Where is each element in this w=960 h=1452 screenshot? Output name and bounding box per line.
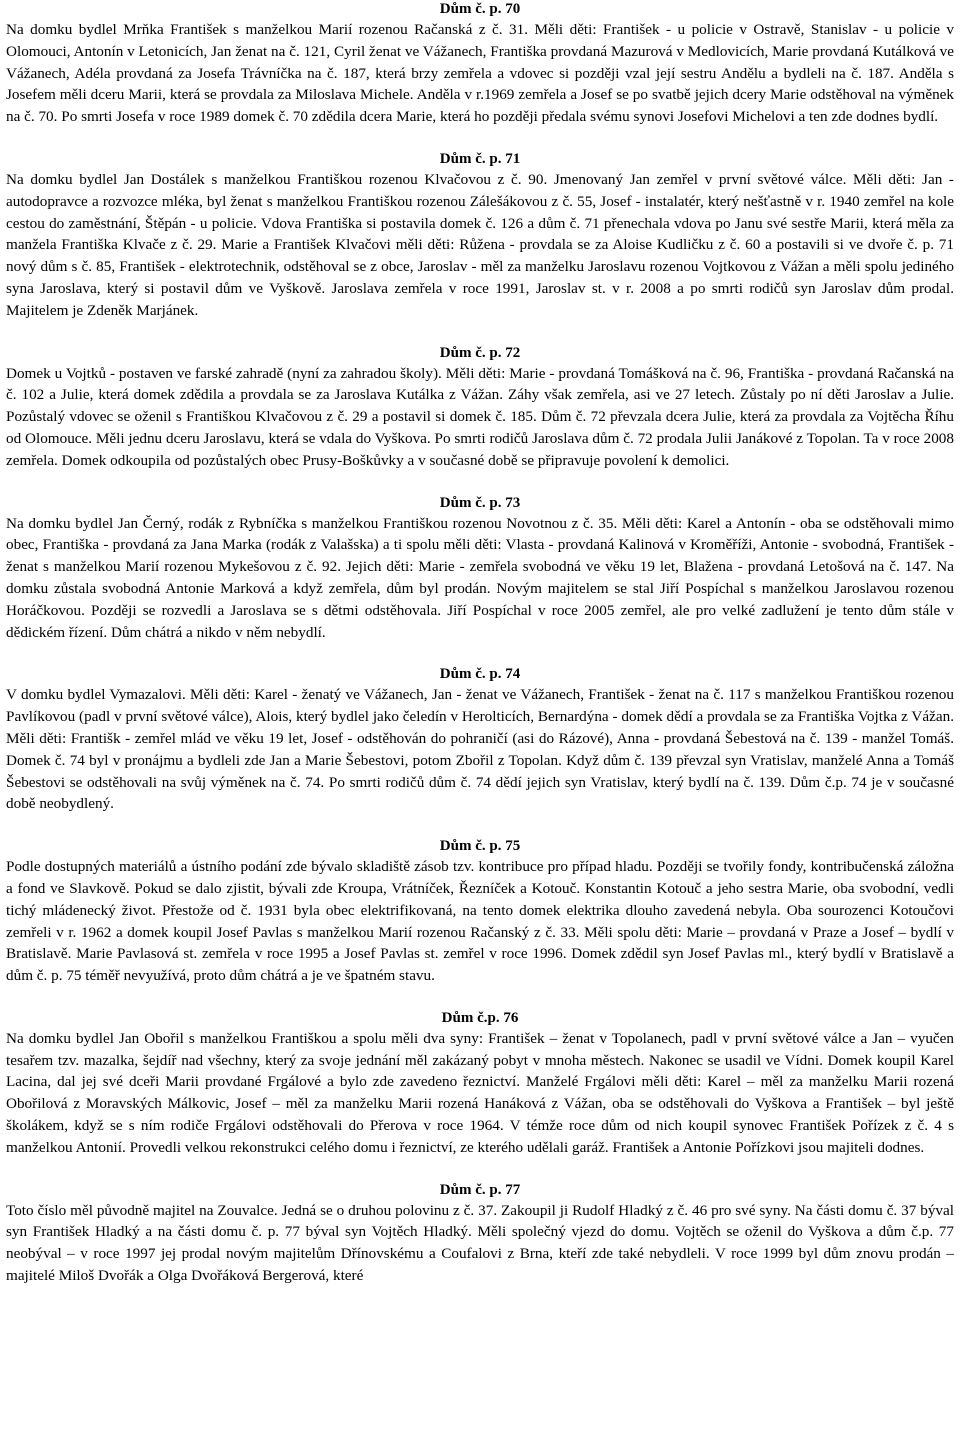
section-heading: Dům č. p. 71 (439, 150, 521, 167)
section-house-72 (6, 344, 954, 472)
section-text: Na domku bydlel Mrňka František s manželkou Marií rozenou Račanská z č. 31. Měli děti: František - u policie v Ostravě, Stanislav - u policie v Olomouci, Antonín v Letonicích, Jan ženat na č. 121, Cyril ženat ve Vážanech, Františka provdaná Mazurová v Medlovicích, Marie provdaná Kutálková ve Vážanech, Adéla provdaná za Josefa Trávníčka na č. 187, která brzy zemřela a vdovec si později vzal její sestru Andělu a bydleli na č. 187. Anděla s Josefem měli dceru Marii, která se provdala za Miloslava Michele. Anděla v r.1969 zemřela a Josef se po svatbě jejich dcery Marie odstěhoval na výměnek na č. 70. Po smrti Josefa v roce 1989 domek č. 70 zdědila dcera Marie, která ho později předala svému synovi Josefovi Michelovi a ten zde dodnes bydlí. (6, 21, 954, 126)
section-house-71 (6, 150, 954, 322)
section-heading: Dům č. p. 70 (439, 1, 521, 17)
section-house-76 (6, 1009, 954, 1159)
section-house-70 (6, 0, 954, 128)
section-text: V domku bydlel Vymazalovi. Měli děti: Karel - ženatý ve Vážanech, Jan - ženat ve Vážanech, František - ženat na č. 117 s manželkou Františkou rozenou Pavlíkovou (padl v první světové válce), Alois, který bydlel jako čeledín v Herolticích, Bernardýna - domek dědí a provdala se za Františka Vojtka z Vážan. Měli děti: Františk - zemřel mlád ve věku 19 let, Josef - odstěhován do pohraničí (asi do Rázové), Anna - provdaná Šebestová na č. 139 - manžel Tomáš. Domek č. 74 byl v pronájmu a bydleli zde Jan a Marie Šebestovi, potom Zbořil z Topolan. Když dům č. 139 převzal syn Vratislav, manželé Anna a Tomáš Šebestovi se odstěhovali na svůj výměnek na č. 74. Po smrti rodičů dům č. 74 dědí jejich syn Vratislav, který bydlí na č. 139. Dům č.p. 74 je v současné době neobydlený. (6, 686, 954, 813)
section-text: Podle dostupných materiálů a ústního podání zde bývalo skladiště zásob tzv. kontribuce pro případ hladu. Později se tvořily fondy, kontribučenská záložna a fond ve Slavkově. Pokud se dalo zjistit, bývali zde Kroupa, Vrátníček, Řezníček a Kotouč. Konstantin Kotouč a jeho sestra Marie, oba svobodní, vedli tichý mládenecký život. Přestože od č. 1931 byla obec elektrifikovaná, na tento domek elektrika dlouho zavedená nebyla. Oba sourozenci Kotoučovi zemřeli v r. 1962 a domek koupil Josef Pavlas s manželkou Marií rozenou Račanský z č. 33. Měli spolu děti: Marie – provdaná v Praze a Josef – bydlí v Bratislavě. Marie Pavlasová st. zemřela v roce 1995 a Josef Pavlas st. zemřel v roce 1996. Domek zdědil syn Josef Pavlas ml., který bydlí v Bratislavě a dům č. p. 75 téměř nevyužívá, proto dům chátrá a je ve špatném stavu. (6, 858, 954, 985)
document-page (6, 0, 954, 1287)
section-house-74 (6, 665, 954, 815)
section-heading: Dům č. p. 75 (439, 838, 521, 855)
section-text: Na domku bydlel Jan Černý, rodák z Rybníčka s manželkou Františkou rozenou Novotnou z č. 35. Měli děti: Karel a Antonín - oba se odstěhovali mimo obec, Františka - provdaná za Jana Marka (rodák z Valašska) a ti spolu měli děti: Vlasta - provdaná Kalinová v Kroměříži, Antonie - svobodná, František - ženat s manželkou Marií rozenou Mykešovou z č. 92. Jejich děti: Marie - zemřela svobodná ve věku 19 let, Blažena - provdaná Letošová na č. 147. Na domku zůstala svobodná Antonie Marková a když zemřela, dům byl prodán. Novým majitelem se stal Jiří Pospíchal s manželkou Jaroslavou rozenou Horáčkovou. Později se rozvedli a Jaroslava se s dětmi odstěhovala. Jiří Pospíchal v roce 2005 zemřel, ale pro velké zadlužení je tento dům stále v dědickém řízení. Dům chátrá a nikdo v něm nebydlí. (6, 514, 954, 641)
section-heading: Dům č. p. 74 (439, 666, 521, 683)
section-heading: Dům č. p. 72 (439, 344, 521, 361)
section-text: Toto číslo měl původně majitel na Zouvalce. Jedná se o druhou polovinu z č. 37. Zakoupil ji Rudolf Hladký z č. 46 pro své syny. Na části domu č. 37 býval syn František Hladký a na části domu č. p. 77 býval syn Vojtěch Hladký. Měli společný vjezd do domu. Vojtěch se oženil do Vyškova a dům č.p. 77 neobýval – v roce 1997 jej prodal novým majitelům Dřínovskému a Coufalovi z Brna, kteří zde také nebydleli. V roce 1999 byl dům znovu prodán – majitelé Miloš Dvořák a Olga Dvořáková Bergerová, které (6, 1201, 954, 1285)
section-heading: Dům č. p. 77 (439, 1181, 521, 1198)
section-text: Na domku bydlel Jan Obořil s manželkou Františkou a spolu měli dva syny: František – ženat v Topolanech, padl v první světové válce a Jan – vyučen tesařem tzv. mazalka, šejdíř nad všechny, který za svoje jednání měl zakázaný pobyt v mnoha městech. Nakonec se usadil ve Vídni. Domek koupil Karel Lacina, dal jej své dceři Marii provdané Frgálové a bylo zde zavedeno řeznictví. Manželé Frgálovi měli děti: Karel – měl za manželku Marii rozená Obořilová z Moravských Málkovic, Josef – měl za manželku Marii rozená Hanáková z Vážan, oba se odstěhovali do Vyškova a František – byl ještě školákem, když se s ním rodiče Frgálovi odstěhovali do Přerova v roce 1964. V témže roce dům od nich koupil synovec František Pořízek z č. 4 s manželkou Antonií. Provedli velkou rekonstrukci celého domu i řeznictví, ze kterého udělali garáž. František a Antonie Pořízkovi jsou majiteli dodnes. (6, 1029, 954, 1156)
section-text: Na domku bydlel Jan Dostálek s manželkou Františkou rozenou Klvačovou z č. 90. Jmenovaný Jan zemřel v první světové válce. Měli děti: Jan - autodopravce a rozvozce mléka, byl ženat s manželkou Františkou rozenou Zálešákovou z č. 55, Josef - instalatér, který nešťastně v r. 1940 zemřel na kole cestou do zaměstnání, Štěpán - u policie. Vdova Františka si postavila domek č. 126 a dům č. 71 přenechala vdova po Janu své sestře Marii, která měla za manžela Františka Klvače z č. 29. Marie a František Klvačovi měli děti: Růžena - provdala se za Aloise Kudličku z č. 60 a postavili si ve dvoře č. p. 71 nový dům s č. 85, František - elektrotechnik, odstěhoval se z obce, Jaroslav - měl za manželku Jaroslavu rozenou Vojtkovou z Vážan a měli spolu jediného syna Jaroslava, který si postavil dům ve Vyškově. Jaroslava zemřela v roce 1991, Jaroslav st. v r. 2008 a po smrti rodičů syn Jaroslav dům prodal. Majitelem je Zdeněk Marjánek. (6, 170, 954, 319)
section-heading: Dům č.p. 76 (441, 1009, 519, 1026)
section-house-77 (6, 1181, 954, 1287)
section-text: Domek u Vojtků - postaven ve farské zahradě (nyní za zahradou školy). Měli děti: Marie - provdaná Tomášková na č. 96, Františka - provdaná Račanská na č. 102 a Julie, která domek zdědila a provdala se za Jaroslava Kutálka z Vážan. Záhy však zemřela, asi ve 27 letech. Zůstaly po ní děti Jaroslav a Julie. Pozůstalý vdovec se oženil s Františkou Klvačovou z č. 29 a postavil si domek č. 185. Dům č. 72 převzala dcera Julie, která za provdala za Vojtěcha Říhu od Olomouce. Měli jednu dceru Jaroslavu, která se vdala do Vyškova. Po smrti rodičů Jaroslava dům č. 72 prodala Julii Janákové z Topolan. Ta v roce 2008 zemřela. Domek odkoupila od pozůstalých obec Prusy-Boškůvky a v současné době se připravuje povolení k demolici. (6, 364, 954, 469)
section-house-75 (6, 837, 954, 987)
section-heading: Dům č. p. 73 (439, 494, 521, 511)
section-house-73 (6, 494, 954, 644)
